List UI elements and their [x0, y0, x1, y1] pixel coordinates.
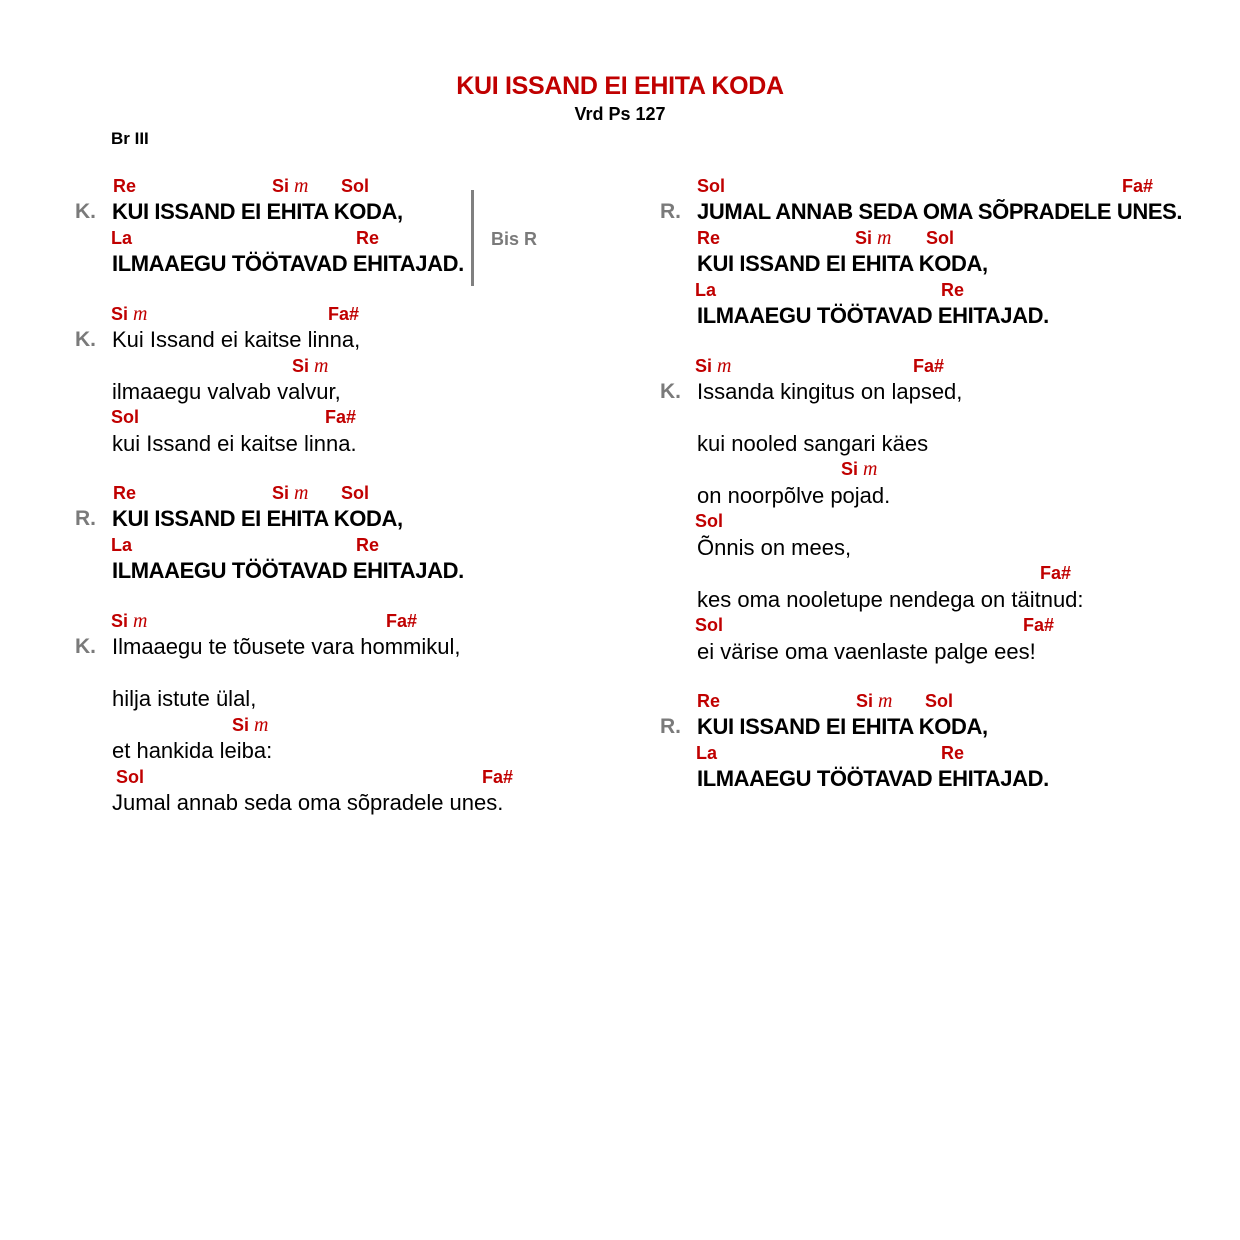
lyric-line: JUMAL ANNAB SEDA OMA SÕPRADELE UNES.: [697, 199, 1183, 224]
marker-k: K.: [660, 380, 681, 403]
lyric-line: ILMAAEGU TÖÖTAVAD EHITAJAD.: [112, 251, 464, 276]
chord-si-m: Si m: [292, 355, 329, 377]
chord-re: Re: [356, 228, 380, 248]
lyric-line: KUI ISSAND EI EHITA KODA,: [697, 251, 988, 276]
chord-re: Re: [941, 743, 965, 763]
chord-fa-sharp: Fa#: [913, 356, 945, 376]
chord-re: Re: [697, 228, 721, 248]
chord-re: Re: [113, 176, 137, 196]
chord-sol: Sol: [341, 483, 370, 503]
lyric-line: ILMAAEGU TÖÖTAVAD EHITAJAD.: [697, 766, 1049, 791]
chord-re: Re: [941, 280, 965, 300]
lyric-line: Kui Issand ei kaitse linna,: [112, 327, 361, 352]
lyric-line: on noorpõlve pojad.: [697, 483, 891, 508]
chord-la: La: [696, 743, 718, 763]
chord-fa-sharp: Fa#: [386, 611, 418, 631]
psalm-tone: Br III: [111, 129, 149, 148]
chord-fa-sharp: Fa#: [482, 767, 514, 787]
chord-si-m: Si m: [272, 175, 309, 197]
lyric-line: kui Issand ei kaitse linna.: [112, 431, 357, 456]
lyric-line: Õnnis on mees,: [697, 535, 852, 560]
lyric-line: Issanda kingitus on lapsed,: [697, 379, 963, 404]
chord-si-m: Si m: [855, 227, 892, 249]
lyric-line: hilja istute ülal,: [112, 686, 257, 711]
chord-fa-sharp: Fa#: [1023, 615, 1055, 635]
lyric-line: KUI ISSAND EI EHITA KODA,: [697, 714, 988, 739]
chord-si-m: Si m: [272, 482, 309, 504]
chord-re: Re: [697, 691, 721, 711]
song-title: KUI ISSAND EI EHITA KODA: [456, 72, 784, 100]
lyric-line: KUI ISSAND EI EHITA KODA,: [112, 199, 403, 224]
bis-label: Bis R: [491, 229, 538, 249]
chord-sol: Sol: [926, 228, 955, 248]
lyric-line: ILMAAEGU TÖÖTAVAD EHITAJAD.: [112, 558, 464, 583]
lyric-line: kes oma nooletupe nendega on täitnud:: [697, 587, 1084, 612]
lyric-line: et hankida leiba:: [112, 738, 273, 763]
chord-la: La: [111, 228, 133, 248]
chord-sol: Sol: [111, 407, 140, 427]
chord-la: La: [111, 535, 133, 555]
chord-la: La: [695, 280, 717, 300]
chord-re: Re: [113, 483, 137, 503]
chord-si-m: Si m: [841, 458, 878, 480]
lyric-line: ei värise oma vaenlaste palge ees!: [697, 639, 1036, 664]
chord-fa-sharp: Fa#: [325, 407, 357, 427]
lyric-line: ilmaaegu valvab valvur,: [112, 379, 341, 404]
chord-sol: Sol: [697, 176, 726, 196]
chord-sol: Sol: [341, 176, 370, 196]
song-reference: Vrd Ps 127: [574, 104, 666, 124]
chord-si-m: Si m: [695, 355, 732, 377]
chord-si-m: Si m: [232, 714, 269, 736]
marker-k: K.: [75, 328, 96, 351]
marker-k: K.: [75, 200, 96, 223]
chord-si-m: Si m: [111, 303, 148, 325]
chord-si-m: Si m: [856, 690, 893, 712]
chord-fa-sharp: Fa#: [1040, 563, 1072, 583]
lyric-line: KUI ISSAND EI EHITA KODA,: [112, 506, 403, 531]
chord-sol: Sol: [695, 615, 724, 635]
lyric-line: ILMAAEGU TÖÖTAVAD EHITAJAD.: [697, 303, 1049, 328]
chord-re: Re: [356, 535, 380, 555]
lyric-line: Ilmaaegu te tõusete vara hommikul,: [112, 634, 461, 659]
chord-si-m: Si m: [111, 610, 148, 632]
chord-sol: Sol: [116, 767, 145, 787]
chord-fa-sharp: Fa#: [328, 304, 360, 324]
lyric-line: Jumal annab seda oma sõpradele unes.: [112, 790, 504, 815]
marker-k: K.: [75, 635, 96, 658]
marker-r: R.: [75, 507, 96, 530]
chord-sol: Sol: [925, 691, 954, 711]
bis-bracket: [471, 190, 474, 286]
lyric-line: kui nooled sangari käes: [697, 431, 929, 456]
marker-r: R.: [660, 200, 681, 223]
marker-r: R.: [660, 715, 681, 738]
chord-sol: Sol: [695, 511, 724, 531]
chord-fa-sharp: Fa#: [1122, 176, 1154, 196]
